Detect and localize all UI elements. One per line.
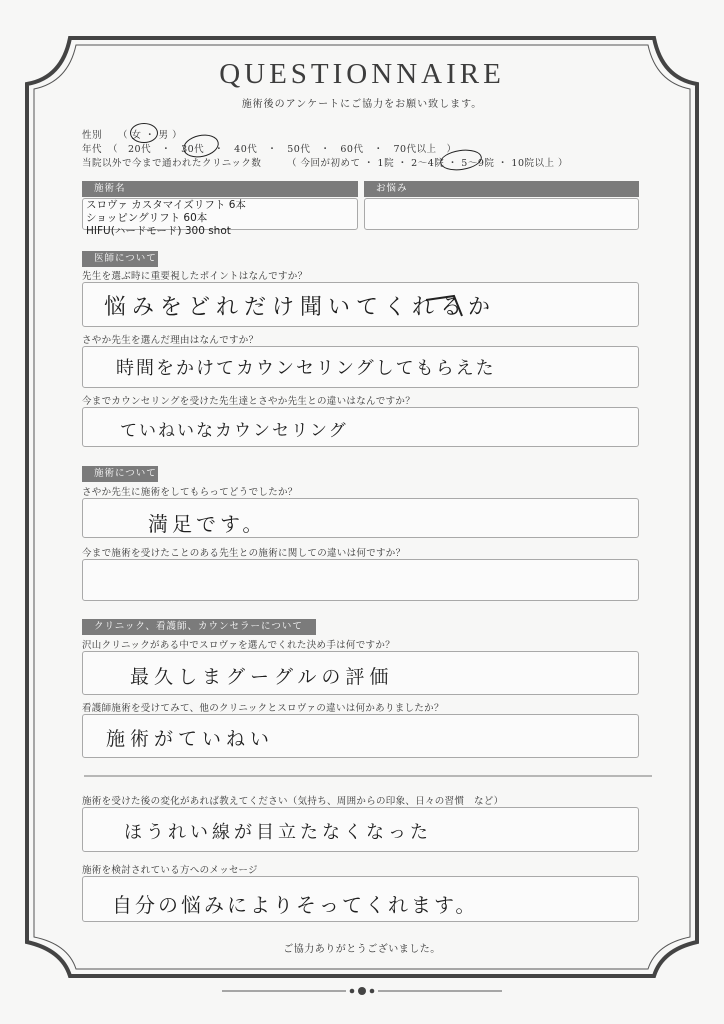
clinic-question-1: 沢山クリニックがある中でスロヴァを選んでくれた決め手は何ですか？	[82, 640, 395, 651]
treatment-name-header: 施術名	[82, 181, 358, 197]
treatment-question-2: 今まで施術を受けたことのある先生との施術に関しての違いは何ですか？	[82, 548, 406, 559]
treatment-section-header: 施術について	[82, 466, 158, 482]
footer-thanks: ご協力ありがとうございました。	[283, 944, 441, 955]
treatment-line-3: HIFU(ハードモード) 300 shot	[86, 225, 231, 237]
age-options: （ 20代 ・ 30代 ・ 40代 ・ 50代 ・ 60代 ・ 70代以上 ）	[108, 144, 457, 155]
age-label: 年代	[82, 144, 103, 155]
treatment-answer-2-field	[82, 559, 639, 601]
doctor-question-3: 今までカウンセリングを受けた先生達とさやか先生との違いはなんですか？	[82, 396, 416, 407]
after-question-1: 施術を受けた後の変化があれば教えてください（気持ち、周囲からの印象、日々の習慣 など）	[82, 796, 504, 807]
treatment-answer-1: 満足です。	[148, 512, 267, 536]
clinic-section-header: クリニック、看護師、カウンセラーについて	[82, 619, 316, 635]
visits-label: 当院以外で今まで通われたクリニック数	[82, 158, 262, 169]
doctor-answer-3: ていねいなカウンセリング	[120, 421, 348, 441]
clinic-question-2: 看護師施術を受けてみて、他のクリニックとスロヴァの違いは何かありましたか？	[82, 703, 444, 714]
doctor-question-2: さやか先生を選んだ理由はなんですか？	[82, 335, 259, 346]
doctor-answer-2: 時間をかけてカウンセリングしてもらえた	[116, 358, 496, 379]
treatment-line-2: ショッピングリフト 60本	[86, 212, 208, 224]
page-title: QUESTIONNAIRE	[219, 58, 505, 90]
after-question-2: 施術を検討されている方へのメッセージ	[82, 865, 258, 876]
gender-selected-circle	[130, 123, 158, 143]
footer-ornament	[222, 984, 502, 998]
doctor-question-1: 先生を選ぶ時に重要視したポイントはなんですか？	[82, 271, 308, 282]
handwritten-stroke	[424, 292, 464, 320]
concern-field	[364, 198, 639, 230]
doctor-section-header: 医師について	[82, 251, 158, 267]
gender-label: 性別	[82, 130, 103, 141]
clinic-answer-1: 最久しまグーグルの評価	[130, 666, 394, 688]
clinic-answer-2: 施術がていねい	[106, 728, 275, 750]
after-answer-2: 自分の悩みによりそってくれます。	[112, 893, 479, 917]
gender-options: （ 女 ・ 男 ）	[118, 130, 183, 141]
treatment-line-1: スロヴァ カスタマイズリフト 6本	[86, 199, 246, 211]
page-subtitle: 施術後のアンケートにご協力をお願い致します。	[241, 99, 483, 110]
doctor-answer-1: 悩みをどれだけ聞いてくれるか	[104, 295, 497, 320]
visits-options: （ 今回が初めて ・ 1院 ・ 2～4院 ・ 5～9院 ・ 10院以上 ）	[287, 158, 569, 169]
after-answer-1: ほうれい線が目立たなくなった	[124, 822, 432, 843]
concern-header: お悩み	[364, 181, 639, 197]
treatment-question-1: さやか先生に施術をしてもらってどうでしたか？	[82, 487, 298, 498]
